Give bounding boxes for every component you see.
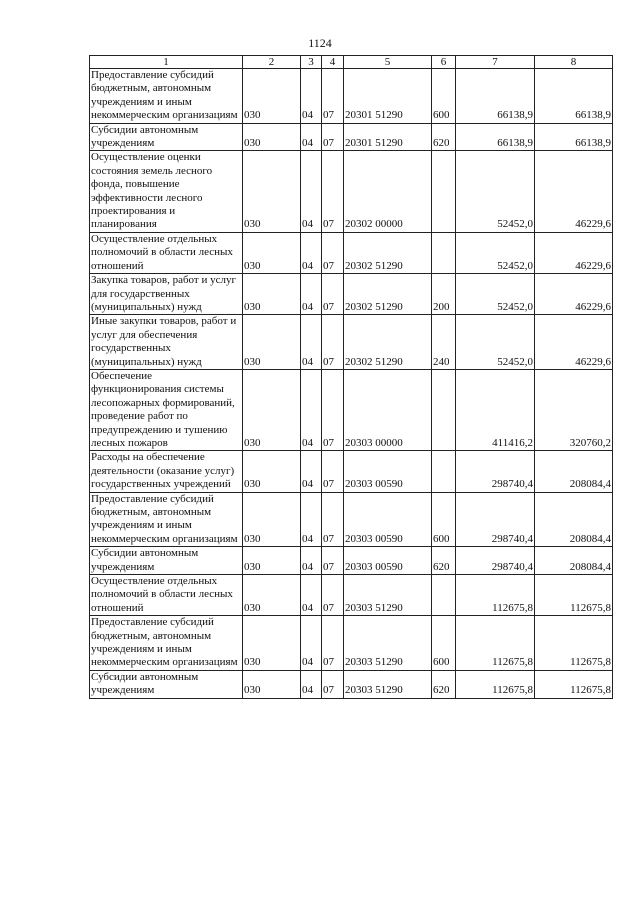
section-code-cell: 04 bbox=[301, 670, 322, 698]
table-header-row bbox=[90, 56, 613, 69]
amount-col8-cell: 66138,9 bbox=[535, 123, 613, 151]
header-cell: 1 bbox=[90, 56, 243, 69]
amount-col7-cell: 112675,8 bbox=[456, 575, 535, 616]
subsection-code-cell: 07 bbox=[322, 451, 344, 492]
expense-type-cell: 620 bbox=[432, 547, 456, 575]
section-code-cell: 04 bbox=[301, 575, 322, 616]
amount-col8-cell: 320760,2 bbox=[535, 369, 613, 450]
subsection-code-cell: 07 bbox=[322, 369, 344, 450]
row-name-cell: Осуществление отдельных полномочий в области лесных отношений bbox=[90, 232, 243, 273]
expense-type-cell: 620 bbox=[432, 123, 456, 151]
header-cell: 8 bbox=[535, 56, 613, 69]
amount-col7-cell: 298740,4 bbox=[456, 547, 535, 575]
row-name-cell: Закупка товаров, работ и услуг для государственных (муниципальных) нужд bbox=[90, 274, 243, 315]
header-cell: 6 bbox=[432, 56, 456, 69]
row-name-cell: Предоставление субсидий бюджетным, автономным учреждениям и иным некоммерческим организациям bbox=[90, 492, 243, 547]
header-cell: 5 bbox=[344, 56, 432, 69]
target-article-cell: 20301 51290 bbox=[344, 123, 432, 151]
section-code-cell: 04 bbox=[301, 123, 322, 151]
header-cell: 3 bbox=[301, 56, 322, 69]
row-name-cell: Расходы на обеспечение деятельности (оказание услуг) государственных учреждений bbox=[90, 451, 243, 492]
target-article-cell: 20303 51290 bbox=[344, 670, 432, 698]
section-code-cell: 04 bbox=[301, 69, 322, 124]
section-code-cell: 04 bbox=[301, 232, 322, 273]
row-name-cell: Обеспечение функционирования системы лесопожарных формирований, проведение работ по предупреждению и тушению лесных пожаров bbox=[90, 369, 243, 450]
subsection-code-cell: 07 bbox=[322, 315, 344, 370]
ministry-code-cell: 030 bbox=[243, 151, 301, 232]
amount-col7-cell: 66138,9 bbox=[456, 123, 535, 151]
target-article-cell: 20302 51290 bbox=[344, 232, 432, 273]
section-code-cell: 04 bbox=[301, 274, 322, 315]
section-code-cell: 04 bbox=[301, 492, 322, 547]
expense-type-cell: 620 bbox=[432, 670, 456, 698]
ministry-code-cell: 030 bbox=[243, 315, 301, 370]
amount-col7-cell: 66138,9 bbox=[456, 69, 535, 124]
section-code-cell: 04 bbox=[301, 451, 322, 492]
table-row bbox=[90, 547, 613, 575]
row-name-cell: Иные закупки товаров, работ и услуг для обеспечения государственных (муниципальных) нужд bbox=[90, 315, 243, 370]
amount-col8-cell: 46229,6 bbox=[535, 232, 613, 273]
row-name-cell: Субсидии автономным учреждениям bbox=[90, 670, 243, 698]
ministry-code-cell: 030 bbox=[243, 492, 301, 547]
ministry-code-cell: 030 bbox=[243, 670, 301, 698]
amount-col7-cell: 52452,0 bbox=[456, 315, 535, 370]
amount-col7-cell: 112675,8 bbox=[456, 670, 535, 698]
subsection-code-cell: 07 bbox=[322, 616, 344, 671]
target-article-cell: 20303 00590 bbox=[344, 492, 432, 547]
section-code-cell: 04 bbox=[301, 369, 322, 450]
target-article-cell: 20302 51290 bbox=[344, 274, 432, 315]
amount-col7-cell: 112675,8 bbox=[456, 616, 535, 671]
amount-col8-cell: 66138,9 bbox=[535, 69, 613, 124]
target-article-cell: 20303 00590 bbox=[344, 451, 432, 492]
ministry-code-cell: 030 bbox=[243, 575, 301, 616]
header-cell: 4 bbox=[322, 56, 344, 69]
subsection-code-cell: 07 bbox=[322, 274, 344, 315]
ministry-code-cell: 030 bbox=[243, 123, 301, 151]
page-number: 1124 bbox=[308, 36, 332, 50]
target-article-cell: 20303 51290 bbox=[344, 616, 432, 671]
amount-col8-cell: 112675,8 bbox=[535, 575, 613, 616]
ministry-code-cell: 030 bbox=[243, 69, 301, 124]
row-name-cell: Субсидии автономным учреждениям bbox=[90, 547, 243, 575]
amount-col7-cell: 298740,4 bbox=[456, 492, 535, 547]
section-code-cell: 04 bbox=[301, 151, 322, 232]
section-code-cell: 04 bbox=[301, 616, 322, 671]
table-row bbox=[90, 151, 613, 232]
subsection-code-cell: 07 bbox=[322, 547, 344, 575]
amount-col8-cell: 112675,8 bbox=[535, 670, 613, 698]
row-name-cell: Осуществление оценки состояния земель лесного фонда, повышение эффективности лесного проектирования и планирования bbox=[90, 151, 243, 232]
table-row bbox=[90, 69, 613, 124]
target-article-cell: 20303 51290 bbox=[344, 575, 432, 616]
expense-type-cell: 600 bbox=[432, 69, 456, 124]
table-row bbox=[90, 575, 613, 616]
table-row bbox=[90, 670, 613, 698]
subsection-code-cell: 07 bbox=[322, 69, 344, 124]
ministry-code-cell: 030 bbox=[243, 232, 301, 273]
target-article-cell: 20303 00590 bbox=[344, 547, 432, 575]
table-row bbox=[90, 274, 613, 315]
section-code-cell: 04 bbox=[301, 547, 322, 575]
amount-col7-cell: 411416,2 bbox=[456, 369, 535, 450]
table-row bbox=[90, 315, 613, 370]
header-cell: 7 bbox=[456, 56, 535, 69]
expense-type-cell bbox=[432, 451, 456, 492]
amount-col8-cell: 208084,4 bbox=[535, 492, 613, 547]
amount-col7-cell: 52452,0 bbox=[456, 232, 535, 273]
target-article-cell: 20302 00000 bbox=[344, 151, 432, 232]
target-article-cell: 20303 00000 bbox=[344, 369, 432, 450]
expense-type-cell: 240 bbox=[432, 315, 456, 370]
row-name-cell: Предоставление субсидий бюджетным, автономным учреждениям и иным некоммерческим организациям bbox=[90, 69, 243, 124]
subsection-code-cell: 07 bbox=[322, 151, 344, 232]
table-row bbox=[90, 492, 613, 547]
amount-col7-cell: 52452,0 bbox=[456, 151, 535, 232]
row-name-cell: Предоставление субсидий бюджетным, автономным учреждениям и иным некоммерческим организациям bbox=[90, 616, 243, 671]
ministry-code-cell: 030 bbox=[243, 616, 301, 671]
expense-type-cell bbox=[432, 232, 456, 273]
expense-type-cell bbox=[432, 369, 456, 450]
section-code-cell: 04 bbox=[301, 315, 322, 370]
amount-col8-cell: 46229,6 bbox=[535, 151, 613, 232]
ministry-code-cell: 030 bbox=[243, 451, 301, 492]
subsection-code-cell: 07 bbox=[322, 670, 344, 698]
subsection-code-cell: 07 bbox=[322, 123, 344, 151]
amount-col8-cell: 208084,4 bbox=[535, 547, 613, 575]
expense-type-cell: 200 bbox=[432, 274, 456, 315]
amount-col7-cell: 298740,4 bbox=[456, 451, 535, 492]
expense-type-cell: 600 bbox=[432, 616, 456, 671]
amount-col8-cell: 46229,6 bbox=[535, 274, 613, 315]
table-row bbox=[90, 616, 613, 671]
amount-col8-cell: 46229,6 bbox=[535, 315, 613, 370]
expense-type-cell bbox=[432, 151, 456, 232]
expense-type-cell: 600 bbox=[432, 492, 456, 547]
table-row bbox=[90, 369, 613, 450]
target-article-cell: 20302 51290 bbox=[344, 315, 432, 370]
table-row bbox=[90, 232, 613, 273]
ministry-code-cell: 030 bbox=[243, 274, 301, 315]
table-row bbox=[90, 451, 613, 492]
subsection-code-cell: 07 bbox=[322, 575, 344, 616]
table-row bbox=[90, 123, 613, 151]
row-name-cell: Осуществление отдельных полномочий в области лесных отношений bbox=[90, 575, 243, 616]
budget-table bbox=[89, 55, 613, 699]
amount-col7-cell: 52452,0 bbox=[456, 274, 535, 315]
row-name-cell: Субсидии автономным учреждениям bbox=[90, 123, 243, 151]
target-article-cell: 20301 51290 bbox=[344, 69, 432, 124]
expense-type-cell bbox=[432, 575, 456, 616]
amount-col8-cell: 112675,8 bbox=[535, 616, 613, 671]
ministry-code-cell: 030 bbox=[243, 369, 301, 450]
subsection-code-cell: 07 bbox=[322, 232, 344, 273]
subsection-code-cell: 07 bbox=[322, 492, 344, 547]
header-cell: 2 bbox=[243, 56, 301, 69]
amount-col8-cell: 208084,4 bbox=[535, 451, 613, 492]
ministry-code-cell: 030 bbox=[243, 547, 301, 575]
